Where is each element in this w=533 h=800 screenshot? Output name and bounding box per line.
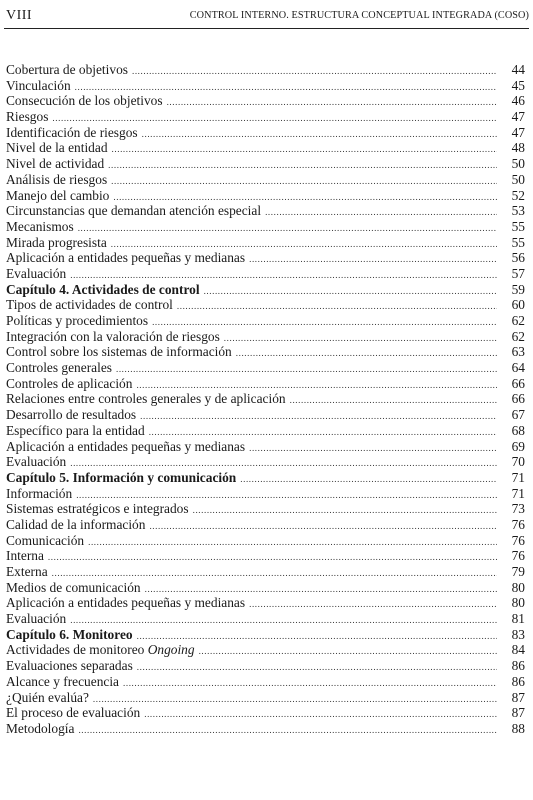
dot-leader	[137, 660, 497, 676]
toc-entry	[6, 329, 525, 345]
toc-entry-page-number: 73	[511, 501, 525, 517]
toc-entry-title: Cobertura de objetivos	[6, 62, 128, 77]
toc-entry-page-number: 88	[511, 720, 525, 736]
toc-entry-title: Aplicación a entidades pequeñas y medianas	[6, 250, 246, 266]
toc-entry	[6, 548, 525, 564]
toc-entry-title: Capítulo 4. Actividades de control	[6, 281, 200, 297]
toc-entry-page-number: 47	[511, 124, 525, 140]
dot-leader	[240, 472, 497, 488]
toc-entry	[6, 439, 525, 455]
dot-leader	[265, 205, 497, 221]
toc-entry	[6, 454, 525, 470]
toc-entry-title: Desarrollo de resultados	[6, 407, 137, 423]
toc-entry-page-number: 79	[511, 564, 525, 579]
toc-entry-page-number: 76	[511, 516, 525, 532]
toc-entry-title: Riesgos	[6, 109, 49, 125]
toc-entry	[6, 690, 525, 706]
toc-entry-page-number: 81	[511, 611, 525, 627]
toc-chapter-entry	[6, 282, 525, 298]
dot-leader	[140, 409, 497, 425]
toc-entry-title: Nivel de actividad	[6, 156, 105, 172]
toc-entry-title: Evaluación	[6, 265, 67, 281]
toc-entry-title: Capítulo 5. Información y comunicación	[6, 469, 237, 485]
toc-entry-title: Mecanismos	[6, 218, 74, 234]
dot-leader	[204, 284, 497, 300]
toc-entry-page-number: 80	[511, 579, 525, 595]
toc-entry-title: Relaciones entre controles generales y de aplicación	[6, 391, 286, 407]
toc-chapter-entry	[6, 470, 525, 486]
toc-entry	[6, 344, 525, 360]
dot-leader	[78, 723, 497, 739]
toc-entry-page-number: 86	[511, 658, 525, 674]
toc-entry-title-italic: Ongoing	[147, 642, 195, 658]
dot-leader	[167, 95, 497, 111]
toc-entry	[6, 642, 525, 658]
dot-leader	[116, 362, 497, 378]
toc-entry-page-number: 47	[511, 109, 525, 125]
toc-entry-page-number: 57	[511, 265, 525, 281]
dot-leader	[290, 393, 497, 409]
toc-entry-title: Controles generales	[6, 360, 112, 376]
toc-entry-title: Actividades de monitoreo	[6, 642, 145, 658]
dot-leader	[132, 64, 497, 80]
toc-entry	[6, 62, 525, 78]
toc-entry-page-number: 60	[511, 297, 525, 313]
dot-leader	[88, 535, 497, 551]
toc-entry-title: Evaluaciones separadas	[6, 658, 133, 674]
dot-leader	[111, 174, 497, 190]
toc-entry	[6, 705, 525, 721]
toc-entry-title: Metodología	[6, 720, 75, 736]
table-of-contents	[6, 62, 525, 737]
toc-entry-title: Medios de comunicación	[6, 579, 141, 595]
toc-entry	[6, 78, 525, 94]
dot-leader	[112, 142, 497, 158]
toc-entry-page-number: 69	[511, 438, 525, 454]
dot-leader	[93, 692, 497, 708]
toc-entry-page-number: 80	[511, 595, 525, 611]
toc-entry-page-number: 76	[511, 548, 525, 564]
toc-entry-page-number: 53	[511, 203, 525, 219]
toc-entry-title: Capítulo 6. Monitoreo	[6, 626, 133, 642]
dot-leader	[236, 346, 497, 362]
toc-entry	[6, 595, 525, 611]
toc-entry-page-number: 62	[511, 328, 525, 344]
toc-entry-page-number: 71	[511, 469, 525, 485]
toc-entry-page-number: 50	[511, 156, 525, 172]
dot-leader	[142, 127, 497, 143]
toc-entry-title: Identificación de riesgos	[6, 124, 138, 140]
toc-entry-page-number: 87	[511, 689, 525, 705]
toc-entry	[6, 297, 525, 313]
toc-entry	[6, 313, 525, 329]
toc-entry-title: Calidad de la información	[6, 516, 146, 532]
toc-entry-page-number: 59	[511, 281, 525, 297]
toc-entry	[6, 517, 525, 533]
toc-entry-page-number: 87	[511, 705, 525, 721]
toc-entry	[6, 109, 525, 125]
toc-entry-page-number: 86	[511, 673, 525, 689]
toc-entry-title: Manejo del cambio	[6, 187, 110, 203]
toc-entry-title: Interna	[6, 548, 44, 564]
toc-entry-title: Alcance y frecuencia	[6, 673, 119, 689]
toc-entry	[6, 360, 525, 376]
dot-leader	[70, 613, 497, 629]
toc-entry-page-number: 67	[511, 407, 525, 423]
dot-leader	[78, 221, 497, 237]
toc-entry-page-number: 70	[511, 454, 525, 470]
toc-entry	[6, 266, 525, 282]
toc-entry	[6, 407, 525, 423]
toc-entry-page-number: 62	[511, 313, 525, 328]
toc-entry-page-number: 76	[511, 532, 525, 548]
toc-entry-page-number: 66	[511, 391, 525, 407]
page-number: VIII	[6, 8, 33, 23]
toc-entry-title: Aplicación a entidades pequeñas y medianas	[6, 438, 246, 454]
running-title: CONTROL INTERNO. ESTRUCTURA CONCEPTUAL INTEGRADA (COSO)	[189, 10, 529, 21]
toc-entry-page-number: 48	[511, 140, 525, 156]
toc-entry	[6, 423, 525, 439]
dot-leader	[123, 676, 497, 692]
toc-entry-title: Políticas y procedimientos	[6, 313, 149, 328]
dot-leader	[224, 331, 497, 347]
toc-entry-title: Nivel de la entidad	[6, 140, 108, 156]
toc-entry-title: Comunicación	[6, 532, 85, 548]
toc-entry-title: El proceso de evaluación	[6, 705, 141, 721]
toc-entry	[6, 611, 525, 627]
dot-leader	[149, 519, 497, 535]
dot-leader	[199, 644, 497, 660]
toc-entry	[6, 533, 525, 549]
toc-entry-title: Vinculación	[6, 77, 71, 93]
dot-leader	[108, 158, 497, 174]
toc-entry-title: Controles de aplicación	[6, 375, 133, 391]
toc-entry-title: Externa	[6, 564, 48, 579]
toc-entry-page-number: 55	[511, 234, 525, 250]
page-header	[4, 6, 529, 29]
toc-entry	[6, 172, 525, 188]
dot-leader	[144, 707, 497, 723]
toc-entry-title: Análisis de riesgos	[6, 171, 108, 187]
toc-entry-title: Específico para la entidad	[6, 422, 145, 438]
toc-entry-title: Información	[6, 485, 73, 501]
toc-entry-title: Sistemas estratégicos e integrados	[6, 501, 189, 517]
toc-entry	[6, 188, 525, 204]
toc-entry-title: Control sobre los sistemas de información	[6, 344, 232, 360]
toc-entry	[6, 203, 525, 219]
dot-leader	[249, 252, 497, 268]
dot-leader	[48, 550, 497, 566]
toc-entry-page-number: 66	[511, 375, 525, 391]
toc-entry	[6, 486, 525, 502]
toc-entry-title: ¿Quién evalúa?	[6, 689, 89, 705]
toc-entry-page-number: 64	[511, 360, 525, 376]
dot-leader	[177, 299, 497, 315]
toc-entry-page-number: 56	[511, 250, 525, 266]
toc-entry-page-number: 45	[511, 77, 525, 93]
toc-entry	[6, 156, 525, 172]
toc-entry	[6, 125, 525, 141]
toc-entry-page-number: 50	[511, 171, 525, 187]
toc-entry-page-number: 83	[511, 626, 525, 642]
toc-entry	[6, 391, 525, 407]
toc-entry-page-number: 46	[511, 93, 525, 109]
toc-entry-page-number: 68	[511, 422, 525, 438]
toc-entry-title: Consecución de los objetivos	[6, 93, 163, 109]
toc-entry-page-number: 44	[511, 62, 525, 77]
toc-entry	[6, 219, 525, 235]
dot-leader	[249, 441, 497, 457]
toc-entry-page-number: 84	[511, 642, 525, 658]
toc-entry-page-number: 52	[511, 187, 525, 203]
toc-entry-page-number: 71	[511, 485, 525, 501]
toc-entry	[6, 235, 525, 251]
toc-entry-title: Aplicación a entidades pequeñas y medianas	[6, 595, 246, 611]
toc-entry	[6, 93, 525, 109]
toc-entry-title: Integración con la valoración de riesgos	[6, 328, 220, 344]
toc-entry	[6, 501, 525, 517]
toc-entry-page-number: 55	[511, 218, 525, 234]
toc-entry-title: Mirada progresista	[6, 234, 107, 250]
toc-entry-title: Circunstancias que demandan atención especial	[6, 203, 262, 219]
toc-chapter-entry	[6, 627, 525, 643]
toc-entry	[6, 658, 525, 674]
dot-leader	[193, 503, 497, 519]
toc-entry	[6, 140, 525, 156]
toc-entry	[6, 250, 525, 266]
dot-leader	[249, 597, 497, 613]
toc-entry-title: Evaluación	[6, 611, 67, 627]
toc-entry-title: Evaluación	[6, 454, 67, 470]
toc-entry	[6, 674, 525, 690]
toc-entry	[6, 376, 525, 392]
toc-entry	[6, 580, 525, 596]
toc-entry-title: Tipos de actividades de control	[6, 297, 173, 313]
toc-entry-page-number: 63	[511, 344, 525, 360]
toc-entry	[6, 564, 525, 580]
toc-entry	[6, 721, 525, 737]
